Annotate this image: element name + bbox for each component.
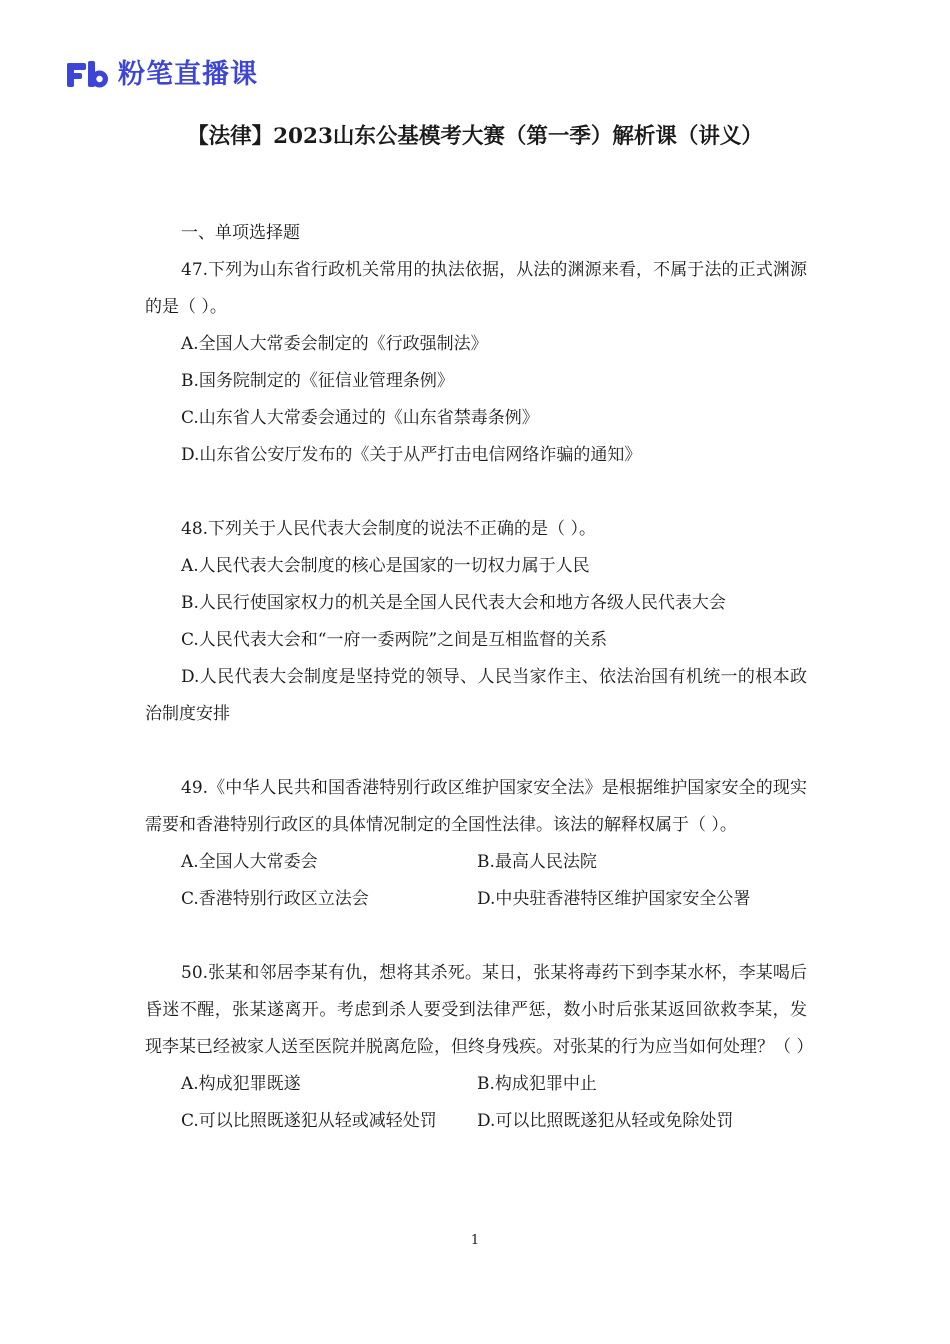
option-b: B.最高人民法院 xyxy=(477,852,597,872)
option-c: C.可以比照既遂犯从轻或减轻处罚 xyxy=(181,1111,437,1131)
option-c: C.山东省人大常委会通过的《山东省禁毒条例》 xyxy=(181,408,539,428)
brand-name: 粉笔直播课 xyxy=(118,59,258,90)
question-stem: 47.下列为山东省行政机关常用的执法依据，从法的渊源来看，不属于法的正式渊源的是（ ）。 xyxy=(145,260,807,317)
option-c: C.人民代表大会和“一府一委两院”之间是互相监督的关系 xyxy=(181,630,608,650)
option-a: A.全国人大常委会 xyxy=(181,852,318,872)
option-row xyxy=(145,881,807,918)
option-d: D.人民代表大会制度是坚持党的领导、人民当家作主、依法治国有机统一的根本政治制度安排 xyxy=(145,667,807,724)
option-c: C.香港特别行政区立法会 xyxy=(181,889,369,909)
option-row xyxy=(145,844,807,881)
question-stem: 49.《中华人民共和国香港特别行政区维护国家安全法》是根据维护国家安全的现实需要和香港特别行政区的具体情况制定的全国性法律。该法的解释权属于（ ）。 xyxy=(145,778,807,835)
page-number: 1 xyxy=(470,1233,480,1248)
question-50 xyxy=(145,955,814,1140)
document-title: 【法律】2023山东公基模考大赛（第一季）解析课（讲义） xyxy=(187,124,763,149)
question-stem: 48.下列关于人民代表大会制度的说法不正确的是（ ）。 xyxy=(181,519,596,539)
option-d: D.山东省公安厅发布的《关于从严打击电信网络诈骗的通知》 xyxy=(181,445,642,465)
brand-logo xyxy=(66,60,258,90)
option-row xyxy=(145,1103,807,1140)
option-a: A.全国人大常委会制定的《行政强制法》 xyxy=(181,334,488,354)
option-b: B.人民行使国家权力的机关是全国人民代表大会和地方各级人民代表大会 xyxy=(181,593,726,613)
fb-logo-icon xyxy=(66,60,110,90)
option-a: A.人民代表大会制度的核心是国家的一切权力属于人民 xyxy=(181,556,590,576)
question-stem: 50.张某和邻居李某有仇，想将其杀死。某日，张某将毒药下到李某水杯，李某喝后昏迷不醒，张某遂离开。考虑到杀人要受到法律严惩，数小时后张某返回欲救李某，发现李某已经被家人送至医院并脱离危险，但终身残疾。对张某的行为应当如何处理？（ ） xyxy=(145,963,814,1057)
question-48 xyxy=(145,511,807,733)
option-row xyxy=(145,1066,807,1103)
section-heading: 一、单项选择题 xyxy=(181,223,300,243)
question-49 xyxy=(145,770,807,918)
document-body xyxy=(145,215,814,1140)
option-b: B.国务院制定的《征信业管理条例》 xyxy=(181,371,454,391)
option-d: D.可以比照既遂犯从轻或免除处罚 xyxy=(477,1111,734,1131)
option-a: A.构成犯罪既遂 xyxy=(181,1074,301,1094)
option-d: D.中央驻香港特区维护国家安全公署 xyxy=(477,889,751,909)
question-47 xyxy=(145,252,807,474)
option-b: B.构成犯罪中止 xyxy=(477,1074,597,1094)
